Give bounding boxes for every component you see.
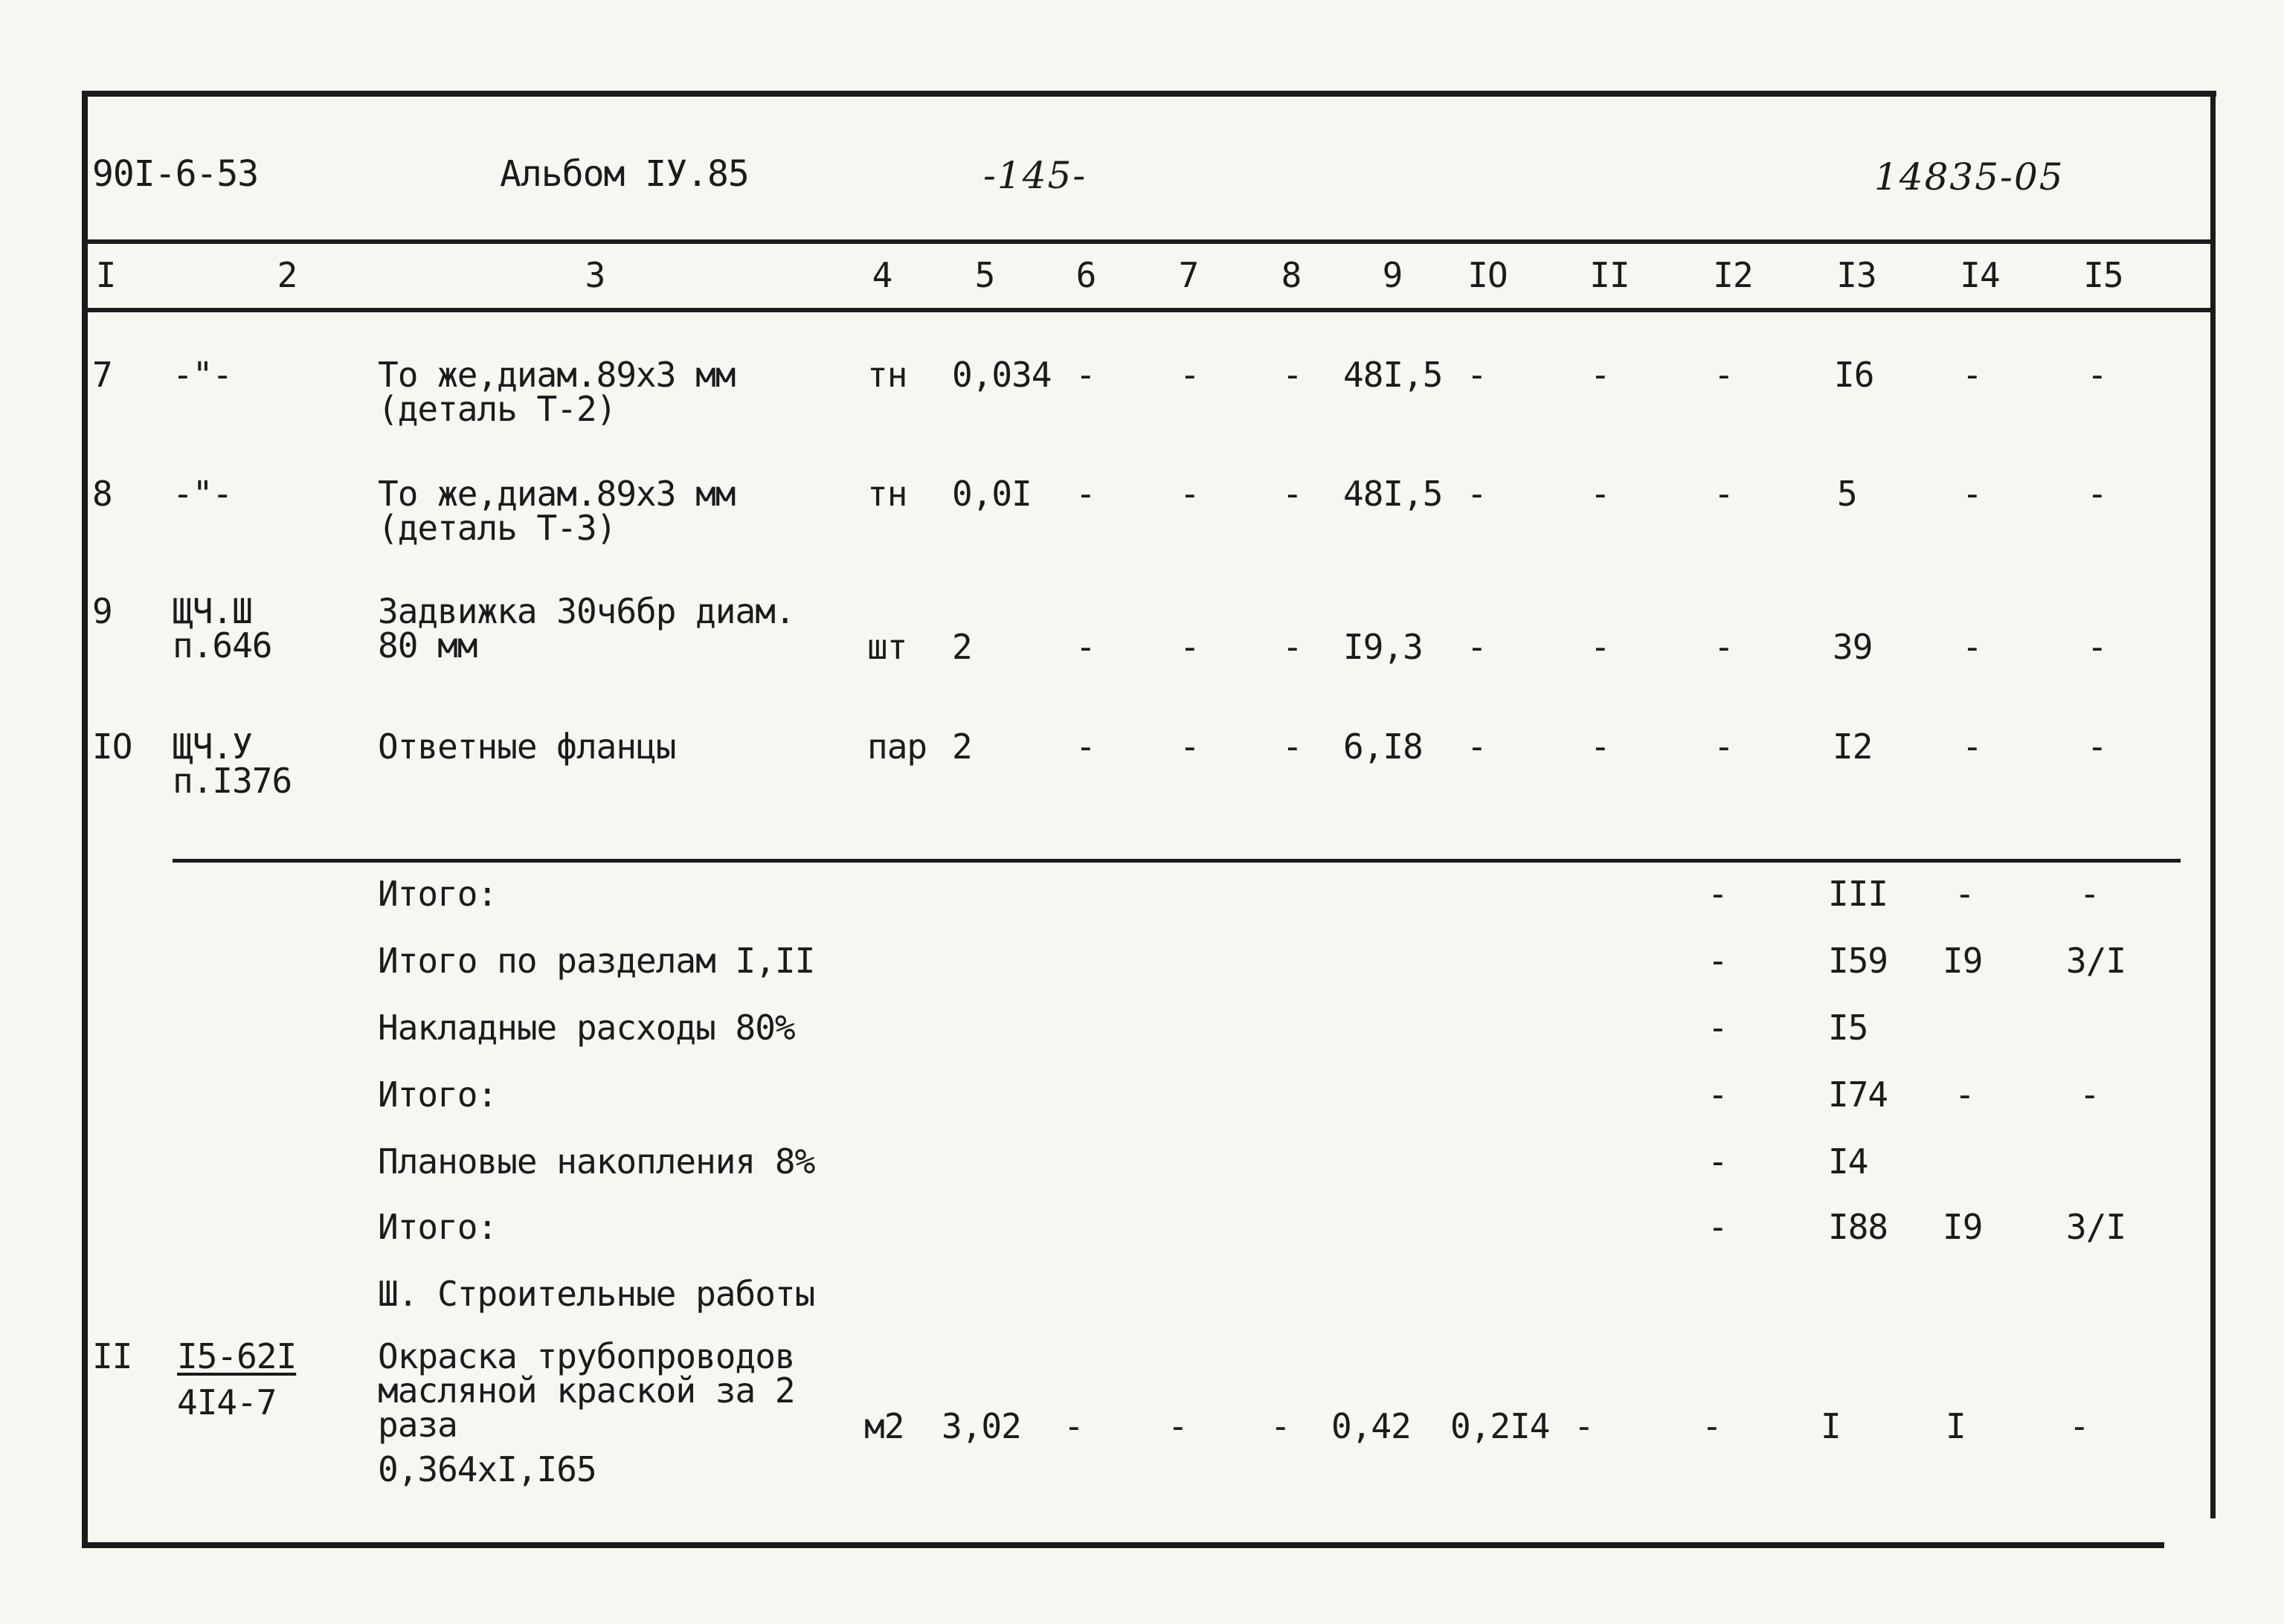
summary-6-c13: I88 bbox=[1828, 1207, 1888, 1247]
col-head-7: 7 bbox=[1178, 255, 1199, 295]
col-head-8: 8 bbox=[1281, 255, 1302, 295]
row-9-c9: I9,3 bbox=[1343, 627, 1423, 667]
doc-code: 90I-6-53 bbox=[92, 153, 259, 195]
row-9-c8: - bbox=[1282, 627, 1302, 667]
row-7-c10: - bbox=[1467, 355, 1487, 395]
col-head-14: I4 bbox=[1960, 255, 2000, 295]
row-10-code: ЩЧ.У bbox=[173, 726, 252, 767]
row-9-c13: 39 bbox=[1833, 627, 1873, 667]
row-9-code-line2: п.646 bbox=[173, 625, 272, 666]
row-9-qty: 2 bbox=[952, 627, 972, 667]
row-7-c11: - bbox=[1590, 355, 1610, 395]
row-11-c12: - bbox=[1702, 1406, 1722, 1446]
row-9-c6: - bbox=[1075, 627, 1096, 667]
row-7-desc-line2: (деталь Т-2) bbox=[378, 389, 617, 429]
summary-1-c15: - bbox=[2079, 874, 2100, 914]
row-11-unit: м2 bbox=[864, 1406, 904, 1446]
row-11-code-line2: 4I4-7 bbox=[177, 1382, 277, 1422]
row-11-c8: - bbox=[1270, 1406, 1290, 1446]
col-head-13: I3 bbox=[1836, 255, 1876, 295]
summary-6-c15: 3/I bbox=[2066, 1207, 2126, 1247]
row-10-c14: - bbox=[1962, 726, 1982, 767]
row-7-c9: 48I,5 bbox=[1343, 355, 1443, 395]
row-7-c15: - bbox=[2087, 355, 2107, 395]
row-7-c14: - bbox=[1962, 355, 1982, 395]
row-10-c9: 6,I8 bbox=[1343, 726, 1423, 767]
row-7-code: -"- bbox=[173, 355, 233, 395]
row-10-code-line2: п.I376 bbox=[173, 761, 292, 801]
summary-4-label: Итого: bbox=[378, 1074, 498, 1115]
row-8-desc-line1: То же,диам.89х3 мм bbox=[378, 474, 736, 514]
row-8-c8: - bbox=[1282, 474, 1302, 514]
row-10-qty: 2 bbox=[952, 726, 972, 767]
row-11-c9: 0,42 bbox=[1331, 1406, 1411, 1446]
row-7-c13: I6 bbox=[1834, 355, 1874, 395]
row-11-desc-line4: 0,364хI,I65 bbox=[378, 1449, 596, 1489]
col-head-6: 6 bbox=[1075, 255, 1096, 295]
row-10-unit: пар bbox=[867, 726, 927, 767]
summary-3-label: Накладные расходы 80% bbox=[378, 1008, 795, 1048]
row-9-code: ЩЧ.Ш bbox=[173, 591, 252, 631]
col-head-11: II bbox=[1589, 255, 1630, 295]
col-head-2: 2 bbox=[277, 255, 297, 295]
row-10-c11: - bbox=[1590, 726, 1610, 767]
row-11-c13: I bbox=[1821, 1406, 1841, 1446]
frame-left bbox=[82, 91, 88, 1548]
summary-1-label: Итого: bbox=[378, 874, 498, 914]
column-number-rule bbox=[88, 308, 2215, 312]
row-9-c10: - bbox=[1467, 627, 1487, 667]
summary-4-c14: - bbox=[1955, 1074, 1975, 1115]
col-head-1: I bbox=[95, 255, 116, 295]
summary-4-c13: I74 bbox=[1828, 1074, 1888, 1115]
album-label: Альбом IУ.85 bbox=[500, 153, 749, 195]
col-head-3: 3 bbox=[585, 255, 605, 295]
row-11-code: I5-62I bbox=[177, 1336, 297, 1376]
row-8-c7: - bbox=[1180, 474, 1200, 514]
row-8-unit: тн bbox=[867, 474, 907, 514]
col-head-4: 4 bbox=[872, 255, 892, 295]
row-10-c6: - bbox=[1075, 726, 1096, 767]
row-8-code: -"- bbox=[173, 474, 233, 514]
row-10-c15: - bbox=[2087, 726, 2107, 767]
row-11-desc-line1: Окраска трубопроводов bbox=[378, 1336, 795, 1376]
summary-3-c12: - bbox=[1708, 1008, 1728, 1048]
row-9-c7: - bbox=[1180, 627, 1200, 667]
row-7-desc-line1: То же,диам.89х3 мм bbox=[378, 355, 736, 395]
row-10-c8: - bbox=[1282, 726, 1302, 767]
row-8-c12: - bbox=[1714, 474, 1734, 514]
row-9-c14: - bbox=[1962, 627, 1982, 667]
row-11-c14: I bbox=[1946, 1406, 1966, 1446]
row-10-c13: I2 bbox=[1833, 726, 1873, 767]
summary-4-c12: - bbox=[1708, 1074, 1728, 1115]
summary-2-c13: I59 bbox=[1828, 941, 1888, 981]
row-8-number: 8 bbox=[92, 474, 112, 514]
row-9-unit: шт bbox=[867, 627, 907, 667]
row-9-c15: - bbox=[2087, 627, 2107, 667]
col-head-15: I5 bbox=[2083, 255, 2123, 295]
row-8-c14: - bbox=[1962, 474, 1982, 514]
col-head-10: IO bbox=[1467, 255, 1508, 295]
summary-4-c15: - bbox=[2079, 1074, 2100, 1115]
totals-rule bbox=[173, 859, 2181, 863]
row-7-c6: - bbox=[1075, 355, 1096, 395]
row-9-number: 9 bbox=[92, 591, 112, 631]
summary-5-label: Плановые накопления 8% bbox=[378, 1141, 815, 1182]
row-8-c6: - bbox=[1075, 474, 1096, 514]
row-11-c6: - bbox=[1064, 1406, 1084, 1446]
summary-2-c12: - bbox=[1708, 941, 1728, 981]
row-7-c7: - bbox=[1180, 355, 1200, 395]
summary-1-c13: III bbox=[1828, 874, 1888, 914]
row-9-desc-line2: 80 мм bbox=[378, 625, 477, 666]
row-7-qty: 0,034 bbox=[952, 355, 1052, 395]
row-7-c12: - bbox=[1714, 355, 1734, 395]
row-8-c11: - bbox=[1590, 474, 1610, 514]
row-10-desc-line1: Ответные фланцы bbox=[378, 726, 676, 767]
summary-2-c15: 3/I bbox=[2066, 941, 2126, 981]
col-head-5: 5 bbox=[974, 255, 995, 295]
row-8-c13: 5 bbox=[1837, 474, 1857, 514]
row-8-c10: - bbox=[1467, 474, 1487, 514]
summary-2-label: Итого по разделам I,II bbox=[378, 941, 815, 981]
summary-6-label: Итого: bbox=[378, 1207, 498, 1247]
row-10-c7: - bbox=[1180, 726, 1200, 767]
row-11-c10: 0,2I4 bbox=[1450, 1406, 1550, 1446]
row-10-c12: - bbox=[1714, 726, 1734, 767]
row-11-desc-line3: раза bbox=[378, 1405, 457, 1445]
row-7-c8: - bbox=[1282, 355, 1302, 395]
summary-5-c12: - bbox=[1708, 1141, 1728, 1182]
summary-6-c12: - bbox=[1708, 1207, 1728, 1247]
row-11-desc-line2: масляной краской за 2 bbox=[378, 1370, 795, 1411]
row-10-number: IO bbox=[92, 726, 132, 767]
frame-top bbox=[82, 91, 2216, 97]
row-11-c15: - bbox=[2069, 1406, 2089, 1446]
summary-1-c12: - bbox=[1708, 874, 1728, 914]
row-11-c7: - bbox=[1168, 1406, 1188, 1446]
summary-2-c14: I9 bbox=[1943, 941, 1983, 981]
summary-3-c13: I5 bbox=[1828, 1008, 1868, 1048]
summary-5-c13: I4 bbox=[1828, 1141, 1868, 1182]
row-8-c9: 48I,5 bbox=[1343, 474, 1443, 514]
handwritten-number: 14835-05 bbox=[1874, 155, 2065, 199]
row-10-c10: - bbox=[1467, 726, 1487, 767]
page-mark: -145- bbox=[983, 154, 1087, 197]
row-9-c11: - bbox=[1590, 627, 1610, 667]
section-title: Ш. Строительные работы bbox=[378, 1274, 815, 1314]
frame-right bbox=[2210, 91, 2216, 1518]
row-7-unit: тн bbox=[867, 355, 907, 395]
col-head-12: I2 bbox=[1713, 255, 1753, 295]
row-11-c11: - bbox=[1574, 1406, 1594, 1446]
frame-bottom bbox=[82, 1542, 2164, 1548]
row-11-qty: 3,02 bbox=[942, 1406, 1021, 1446]
row-9-desc-line1: Задвижка 30ч6бр диам. bbox=[378, 591, 795, 631]
col-head-9: 9 bbox=[1382, 255, 1403, 295]
row-9-c12: - bbox=[1714, 627, 1734, 667]
header-rule bbox=[88, 239, 2215, 244]
summary-6-c14: I9 bbox=[1943, 1207, 1983, 1247]
row-8-c15: - bbox=[2087, 474, 2107, 514]
row-11-number: II bbox=[92, 1336, 132, 1376]
summary-1-c14: - bbox=[1955, 874, 1975, 914]
row-7-number: 7 bbox=[92, 355, 112, 395]
row-8-desc-line2: (деталь Т-3) bbox=[378, 508, 617, 548]
row-8-qty: 0,0I bbox=[952, 474, 1032, 514]
